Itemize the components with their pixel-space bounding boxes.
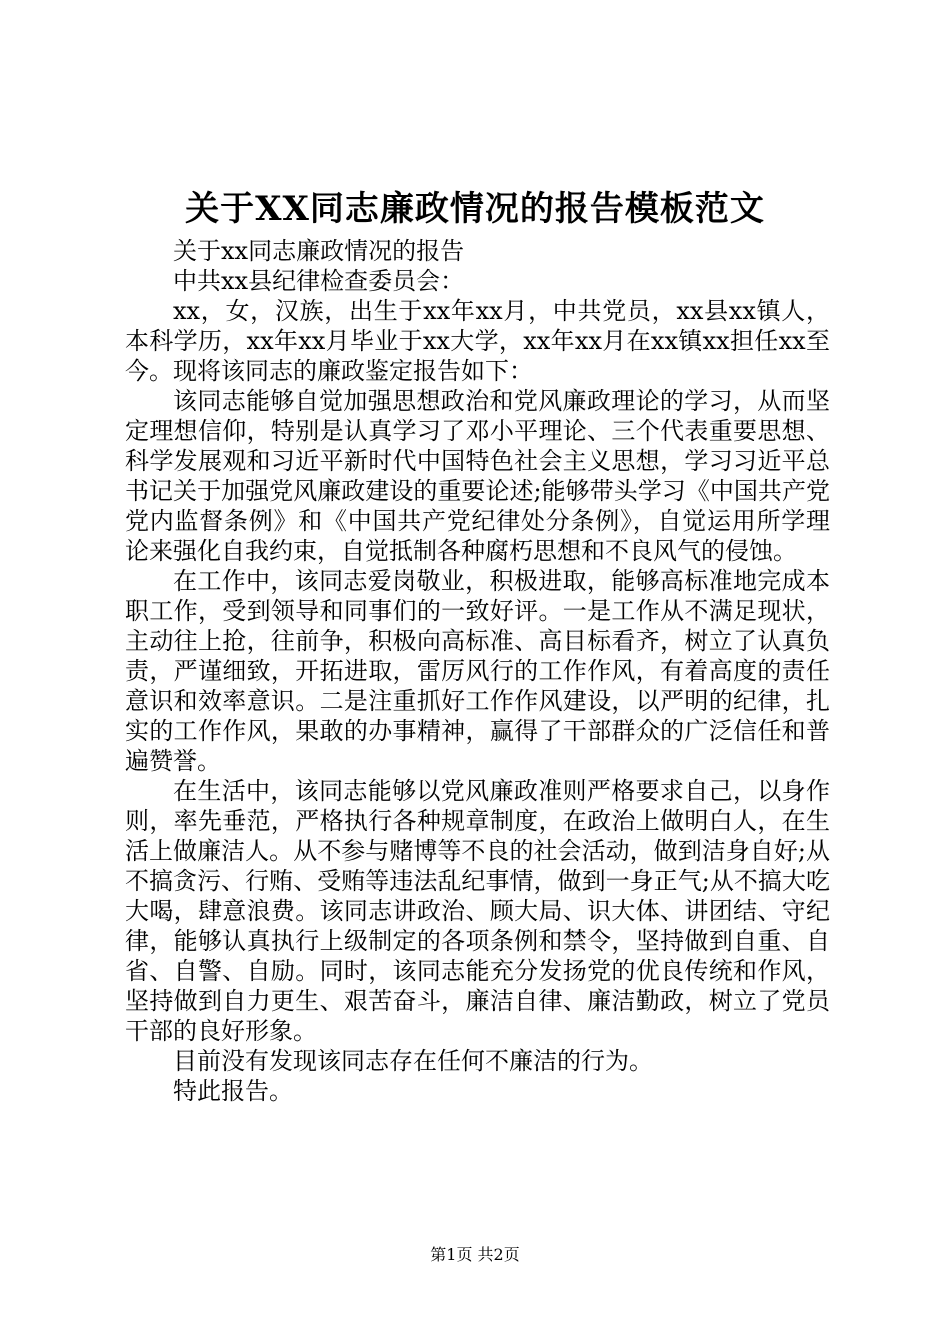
paragraph-political-study: 该同志能够自觉加强思想政治和党风廉政理论的学习，从而坚定理想信仰，特别是认真学习了邓小平理论、三个代表重要思想、科学发展观和习近平新时代中国特色社会主义思想，学习习近平总书记关于加强党风廉政建设的重要论述;能够带头学习《中国共产党党内监督条例》和《中国共产党纪律处分条例》，自觉运用所学理论来强化自我约束，自觉抵制各种腐朽思想和不良风气的侵蚀。: [125, 387, 830, 565]
paragraph-work-performance: 在工作中，该同志爱岗敬业，积极进取，能够高标准地完成本职工作，受到领导和同事们的一致好评。一是工作从不满足现状，主动往上抢，往前争，积极向高标准、高目标看齐，树立了认真负责，严谨细致，开拓进取，雷厉风行的工作作风，有着高度的责任意识和效率意识。二是注重抓好工作作风建设，以严明的纪律，扎实的工作作风，果敢的办事精神，赢得了干部群众的广泛信任和普遍赞誉。: [125, 567, 830, 775]
page-number-footer: 第1页 共2页: [430, 1245, 520, 1264]
paragraph-personal-life: 在生活中，该同志能够以党风廉政准则严格要求自己，以身作则，率先垂范，严格执行各种规章制度，在政治上做明白人，在生活上做廉洁人。从不参与赌博等不良的社会活动，做到洁身自好;从不搞贪污、行贿、受贿等违法乱纪事情，做到一身正气;从不搞大吃大喝，肆意浪费。该同志讲政治、顾大局、识大体、讲团结、守纪律，能够认真执行上级制定的各项条例和禁令，坚持做到自重、自省、自警、自励。同时，该同志能充分发扬党的优良传统和作风，坚持做到自力更生、艰苦奋斗，廉洁自律、廉洁勤政，树立了党员干部的良好形象。: [125, 777, 830, 1045]
paragraph-recipient: 中共xx县纪律检查委员会：: [173, 267, 465, 295]
paragraph-report-subject: 关于xx同志廉政情况的报告: [173, 237, 465, 265]
document-body: [125, 236, 830, 1106]
document-title: 关于XX同志廉政情况的报告模板范文: [185, 189, 765, 229]
paragraph-personal-info: xx，女，汉族，出生于xx年xx月，中共党员，xx县xx镇人，本科学历，xx年xx月毕业于xx大学，xx年xx月在xx镇xx担任xx至今。现将该同志的廉政鉴定报告如下：: [125, 297, 830, 385]
paragraph-closing: 特此报告。: [173, 1077, 293, 1105]
paragraph-conclusion: 目前没有发现该同志存在任何不廉洁的行为。: [173, 1047, 653, 1075]
